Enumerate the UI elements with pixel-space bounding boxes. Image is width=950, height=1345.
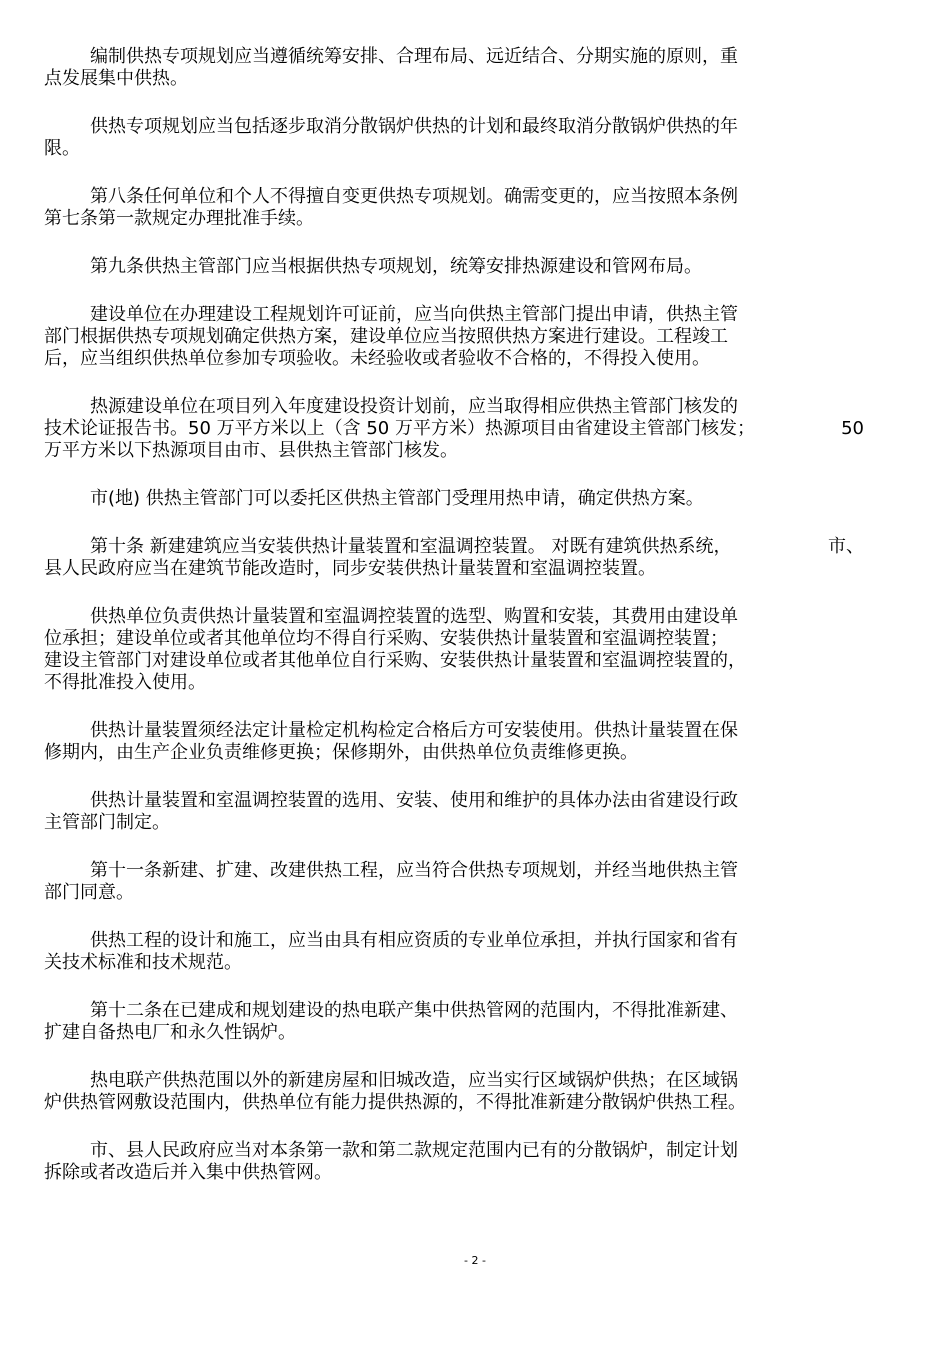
- paragraph-line: 热源建设单位在项目列入年度建设投资计划前，应当取得相应供热主管部门核发的: [90, 396, 738, 417]
- paragraph: [44, 790, 864, 834]
- paragraph: [44, 116, 864, 160]
- paragraph-line: 部门同意。: [44, 882, 134, 903]
- paragraph-line-text: 第十条 新建建筑应当安装供热计量装置和室温调控装置。 对既有建筑供热系统，: [90, 536, 732, 557]
- paragraph-line: 建设主管部门对建设单位或者其他单位自行采购、安装供热计量装置和室温调控装置的，: [44, 650, 746, 671]
- paragraph-line: 第十二条在已建成和规划建设的热电联产集中供热管网的范围内，不得批准新建、: [90, 1000, 738, 1021]
- paragraph: [44, 396, 864, 462]
- paragraph-line: 扩建自备热电厂和永久性锅炉。: [44, 1022, 296, 1043]
- paragraph: [44, 488, 864, 510]
- paragraph-line: 建设单位在办理建设工程规划许可证前，应当向供热主管部门提出申请，供热主管: [90, 304, 738, 325]
- paragraph-line-tail: 50: [841, 418, 864, 439]
- paragraph: [44, 186, 864, 230]
- paragraph: [44, 606, 864, 694]
- paragraph-line: 限。: [44, 138, 80, 159]
- paragraph-line: [44, 536, 864, 558]
- paragraph-line: 市、县人民政府应当对本条第一款和第二款规定范围内已有的分散锅炉，制定计划: [90, 1140, 738, 1161]
- paragraph-line: 县人民政府应当在建筑节能改造时，同步安装供热计量装置和室温调控装置。: [44, 558, 656, 579]
- paragraph-line: [44, 418, 864, 440]
- paragraph-line: 万平方米以下热源项目由市、县供热主管部门核发。: [44, 440, 458, 461]
- paragraph-line: 炉供热管网敷设范围内，供热单位有能力提供热源的，不得批准新建分散锅炉供热工程。: [44, 1092, 746, 1113]
- paragraph: [44, 536, 864, 580]
- paragraph-line: 点发展集中供热。: [44, 68, 188, 89]
- paragraph-line: 供热工程的设计和施工，应当由具有相应资质的专业单位承担，并执行国家和省有: [90, 930, 738, 951]
- paragraph-line: 后，应当组织供热单位参加专项验收。未经验收或者验收不合格的，不得投入使用。: [44, 348, 710, 369]
- paragraph: [44, 304, 864, 370]
- paragraph-line: 编制供热专项规划应当遵循统筹安排、合理布局、远近结合、分期实施的原则，重: [90, 46, 738, 67]
- paragraph: [44, 1000, 864, 1044]
- paragraph-line: 位承担；建设单位或者其他单位均不得自行采购、安装供热计量装置和室温调控装置；: [44, 628, 728, 649]
- paragraph-line: 第八条任何单位和个人不得擅自变更供热专项规划。确需变更的，应当按照本条例: [90, 186, 738, 207]
- paragraph-line: 第十一条新建、扩建、改建供热工程，应当符合供热专项规划，并经当地供热主管: [90, 860, 738, 881]
- paragraph-line: 主管部门制定。: [44, 812, 170, 833]
- paragraph: [44, 930, 864, 974]
- paragraph-line: 修期内，由生产企业负责维修更换；保修期外，由供热单位负责维修更换。: [44, 742, 638, 763]
- paragraph-line: 部门根据供热专项规划确定供热方案，建设单位应当按照供热方案进行建设。工程竣工: [44, 326, 728, 347]
- paragraph: [44, 46, 864, 90]
- paragraph-line: 供热计量装置须经法定计量检定机构检定合格后方可安装使用。供热计量装置在保: [90, 720, 738, 741]
- paragraph-line: 拆除或者改造后并入集中供热管网。: [44, 1162, 332, 1183]
- paragraph: [44, 860, 864, 904]
- paragraph: [44, 720, 864, 764]
- paragraph: [44, 256, 864, 278]
- page-number: - 2 -: [464, 1254, 486, 1267]
- document-page: [44, 46, 864, 1210]
- paragraph-line: 第九条供热主管部门应当根据供热专项规划，统筹安排热源建设和管网布局。: [90, 256, 702, 277]
- paragraph-line: 供热计量装置和室温调控装置的选用、安装、使用和维护的具体办法由省建设行政: [90, 790, 738, 811]
- paragraph-line-text: 技术论证报告书。50 万平方米以上（含 50 万平方米）热源项目由省建设主管部门核发；: [44, 418, 755, 439]
- paragraph-line: 第七条第一款规定办理批准手续。: [44, 208, 314, 229]
- paragraph-line: 热电联产供热范围以外的新建房屋和旧城改造，应当实行区域锅炉供热；在区域锅: [90, 1070, 738, 1091]
- paragraph: [44, 1070, 864, 1114]
- paragraph: [44, 1140, 864, 1184]
- paragraph-line: 供热单位负责供热计量装置和室温调控装置的选型、购置和安装，其费用由建设单: [90, 606, 738, 627]
- paragraph-line: 供热专项规划应当包括逐步取消分散锅炉供热的计划和最终取消分散锅炉供热的年: [90, 116, 738, 137]
- paragraph-line-tail: 市、: [828, 536, 864, 557]
- paragraph-line: 不得批准投入使用。: [44, 672, 206, 693]
- paragraph-line: 关技术标准和技术规范。: [44, 952, 242, 973]
- paragraph-line: 市(地) 供热主管部门可以委托区供热主管部门受理用热申请，确定供热方案。: [90, 488, 704, 509]
